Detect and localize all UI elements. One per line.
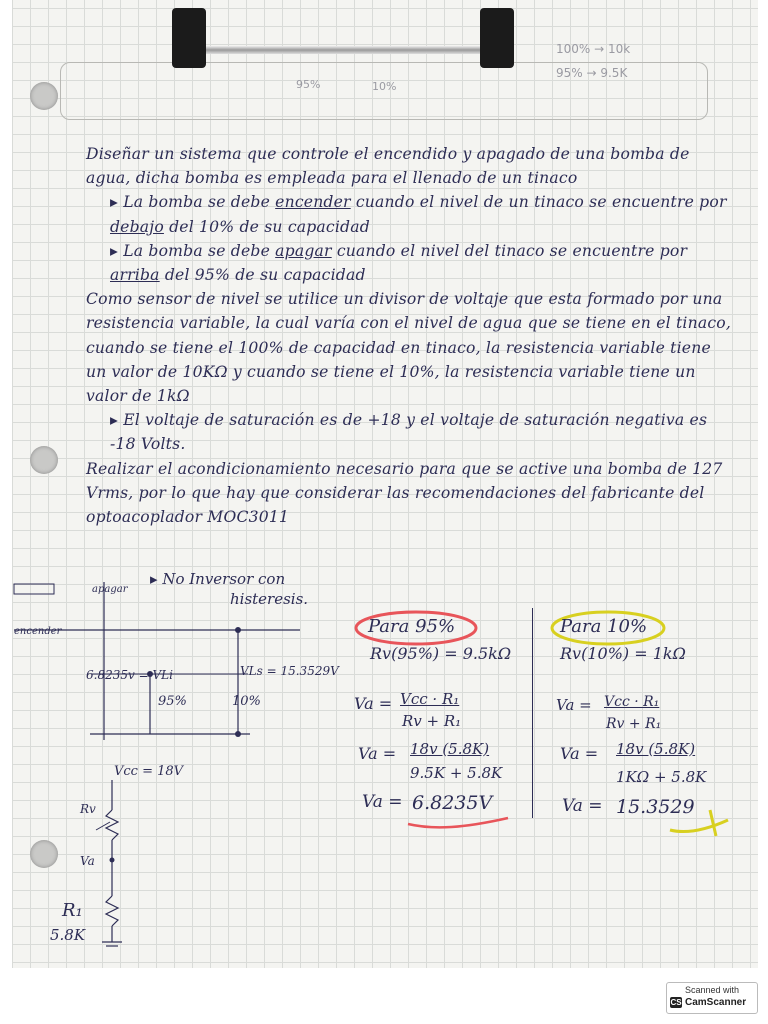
calc95-result-left: Va = — [362, 792, 403, 812]
calc10-formula-left: Va = — [556, 696, 592, 714]
calc10-sub-den: 1KΩ + 5.8K — [616, 768, 707, 786]
binder-clip-bar — [200, 46, 490, 54]
vli-label: 6.8235v = VLi — [86, 668, 173, 682]
calc95-sub-num: 18v (5.8K) — [410, 740, 490, 758]
column-divider — [532, 608, 533, 818]
calc10-result-left: Va = — [562, 796, 603, 816]
calc10-title: Para 10% — [560, 616, 648, 637]
binder-hole — [30, 446, 58, 474]
red-stroke — [408, 818, 508, 827]
calc95-result: 6.8235V — [412, 792, 493, 814]
rv-resistor — [106, 810, 118, 840]
pump-sketch — [14, 584, 54, 594]
va-node — [110, 858, 115, 863]
graph-heading-2: histeresis. — [230, 590, 309, 608]
sensor-text: Como sensor de nivel se utilice un divisor de voltaje que esta formado por una resistencia variable, la cual varía con el nivel de agua que se tiene en el tinaco, cuando se tiene el 100% de capacidad en tinaco, la resistencia variable tiene un valor de 10KΩ y cuando se tiene el 10%, la resistencia variable tiene un valor de 1kΩ — [86, 290, 732, 406]
calc10-result: 15.3529 — [616, 796, 695, 818]
binder-clip-right — [480, 8, 514, 68]
yellow-underline — [666, 806, 736, 842]
camscanner-badge — [666, 982, 758, 1014]
graph-point — [235, 627, 241, 633]
pencil-note: 100% → 10k — [556, 42, 631, 56]
calc95-formula-den: Rv + R₁ — [402, 712, 462, 730]
calc95-rv: Rv(95%) = 9.5kΩ — [370, 644, 512, 663]
r1-label: R₁ — [62, 900, 83, 921]
pencil-note: 95% → 9.5K — [556, 66, 628, 80]
problem-statement — [86, 142, 736, 529]
x-label-95: 95% — [158, 694, 187, 709]
x-label-10: 10% — [232, 694, 261, 709]
binder-hole — [30, 840, 58, 868]
calc95-formula-left: Va = — [354, 694, 393, 713]
encender-label: encender — [14, 626, 62, 637]
intro-text: Diseñar un sistema que controle el encendido y apagado de una bomba de agua, dicha bomba es empleada para el llenado de un tinaco — [86, 145, 690, 188]
binder-hole — [30, 82, 58, 110]
apagar-label: apagar — [92, 584, 128, 595]
bullet-saturation: ▸ El voltaje de saturación es de +18 y el voltaje de saturación negativa es -18 Volts. — [110, 411, 708, 454]
calc10-rv: Rv(10%) = 1kΩ — [560, 644, 686, 663]
graph-heading: ▸ No Inversor con — [150, 570, 286, 588]
va-label: Va — [80, 854, 95, 868]
red-underline — [404, 810, 514, 832]
bullet-encender: ▸ La bomba se debe encender cuando el nivel de un tinaco se encuentre por debajo del 10% de su capacidad — [110, 193, 727, 236]
calc95-formula-num: Vcc · R₁ — [400, 690, 460, 708]
yellow-stroke — [670, 810, 728, 836]
badge-line2: CamScanner — [685, 997, 747, 1008]
calc10-sub-left: Va = — [560, 744, 599, 763]
camscanner-logo-icon: CS — [670, 998, 682, 1007]
r1-value: 5.8K — [50, 926, 86, 944]
calc10-sub-num: 18v (5.8K) — [616, 740, 696, 758]
calc10-formula-num: Vcc · R₁ — [604, 694, 660, 710]
bullet-apagar: ▸ La bomba se debe apagar cuando el nivel del tinaco se encuentre por arriba del 95% de su capacidad — [110, 241, 688, 285]
rv-label: Rv — [80, 802, 96, 816]
pencil-note: 10% — [372, 80, 397, 93]
pencil-note: 95% — [296, 78, 321, 91]
calc10-formula-den: Rv + R₁ — [606, 716, 662, 732]
r1-resistor — [106, 896, 118, 926]
graph-point — [235, 731, 241, 737]
calc95-sub-den: 9.5K + 5.8K — [410, 764, 503, 782]
calc95-sub-left: Va = — [358, 744, 397, 763]
calc95-title: Para 95% — [368, 616, 456, 637]
vls-label: VLs = 15.3529V — [240, 664, 339, 678]
vcc-label: Vcc = 18V — [114, 764, 184, 779]
binder-clip-left — [172, 8, 206, 68]
realizar-text: Realizar el acondicionamiento necesario para que se active una bomba de 127 Vrms, por lo que hay que considerar las recomendaciones del fabricante del optoacoplador MOC3011 — [86, 459, 723, 527]
badge-line1: Scanned with — [685, 985, 740, 995]
